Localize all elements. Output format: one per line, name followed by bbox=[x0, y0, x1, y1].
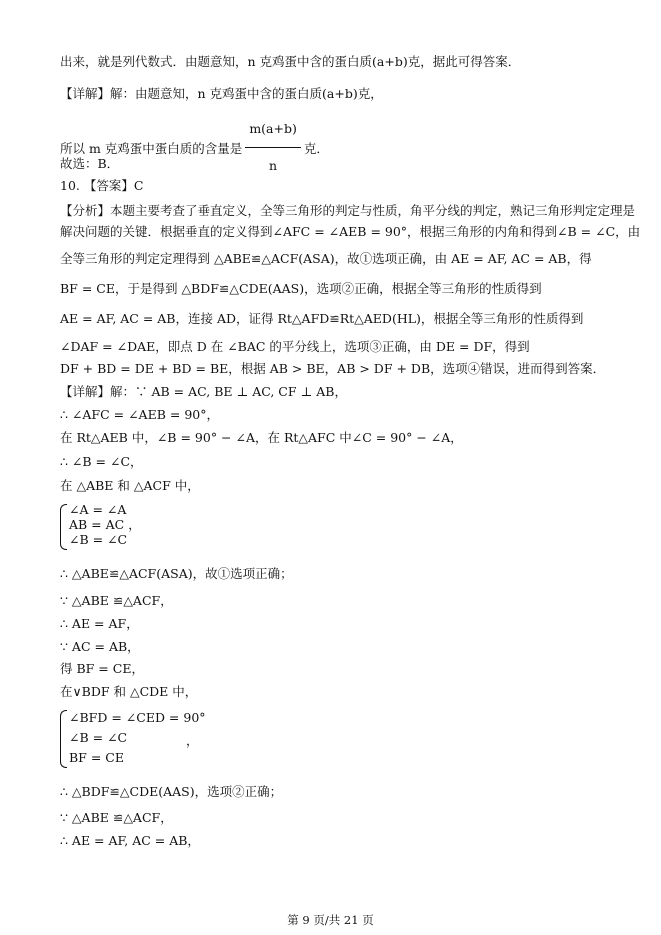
text-line: ∠DAF = ∠DAE，即点 D 在 ∠BAC 的平分线上，选项③正确，由 DE = DF，得到 bbox=[60, 339, 530, 354]
text-line: ∴ ∠AFC = ∠AEB = 90°， bbox=[60, 407, 219, 422]
system-row: ∠BFD = ∠CED = 90° bbox=[69, 710, 206, 725]
text-line: 解决问题的关键．根据垂直的定义得到∠AFC = ∠AEB = 90°，根据三角形的内角和得到∠B = ∠C，由 bbox=[60, 224, 641, 239]
text-line: ∵ △ABE ≌△ACF， bbox=[60, 593, 173, 608]
text-line: ∴ ∠B = ∠C， bbox=[60, 454, 143, 469]
text-line: 得 BF = CE， bbox=[60, 661, 144, 676]
equation-system bbox=[60, 502, 141, 552]
text-line: 全等三角形的判定定理得到 △ABE≌△ACF(ASA)，故①选项正确，由 AE = AF, AC = AB，得 bbox=[60, 251, 592, 266]
text-line: ∴ AE = AF, AC = AB， bbox=[60, 833, 200, 848]
text-line: 在 Rt△AEB 中，∠B = 90° − ∠A，在 Rt△AFC 中∠C = 90° − ∠A， bbox=[60, 430, 463, 445]
text-line-fraction bbox=[60, 114, 601, 185]
text-line: ∴ AE = AF， bbox=[60, 616, 139, 631]
text-line: ∵ △ABE ≌△ACF， bbox=[60, 810, 173, 825]
text-line: AE = AF, AC = AB，连接 AD，证得 Rt△AFD≌Rt△AED(HL)，根据全等三角形的性质得到 bbox=[60, 311, 584, 326]
text-segment: 所以 m 克鸡蛋中蛋白质的含量是 bbox=[60, 141, 243, 156]
page-footer: 第 9 页/共 21 页 bbox=[287, 913, 374, 927]
fraction bbox=[245, 112, 301, 183]
text-line: 在 △ABE 和 △ACF 中， bbox=[60, 478, 200, 493]
system-row: ∠A = ∠A bbox=[69, 502, 127, 517]
system-comma: ， bbox=[186, 733, 199, 748]
text-line: ∵ AC = AB， bbox=[60, 639, 140, 654]
text-line: 在∨BDF 和 △CDE 中， bbox=[60, 684, 198, 699]
text-segment: 克． bbox=[303, 141, 329, 156]
text-line: 【详解】解：∵ AB = AC, BE ⊥ AC, CF ⊥ AB， bbox=[60, 384, 347, 399]
system-row: ∠B = ∠C bbox=[69, 532, 128, 547]
text-line: 故选：B． bbox=[60, 156, 120, 171]
text-line: ∴ △ABE≌△ACF(ASA)，故①选项正确； bbox=[60, 566, 293, 581]
text-line: 【分析】本题主要考查了垂直定义，全等三角形的判定与性质，角平分线的判定，熟记三角形判定定理是 bbox=[60, 203, 636, 218]
equation-system bbox=[60, 708, 206, 770]
text-line: BF = CE，于是得到 △BDF≌△CDE(AAS)，选项②正确，根据全等三角形的性质得到 bbox=[60, 281, 542, 296]
left-brace bbox=[60, 504, 67, 550]
system-row: BF = CE bbox=[69, 750, 124, 765]
system-row: ∠B = ∠C bbox=[69, 730, 128, 745]
answer-heading: 10. 【答案】C bbox=[60, 178, 144, 193]
text-line: 【详解】解：由题意知，n 克鸡蛋中含的蛋白质(a+b)克， bbox=[60, 86, 383, 101]
text-line: 出来，就是列代数式．由题意知，n 克鸡蛋中含的蛋白质(a+b)克，据此可得答案． bbox=[60, 54, 521, 69]
system-row: AB = AC ， bbox=[69, 517, 141, 532]
text-line: DF + BD = DE + BD = BE，根据 AB > BE，AB > DF + DB，选项④错误，进而得到答案． bbox=[60, 361, 606, 376]
fraction-numerator: m(a+b) bbox=[245, 112, 301, 148]
left-brace bbox=[60, 710, 67, 768]
text-line: ∴ △BDF≌△CDE(AAS)，选项②正确； bbox=[60, 784, 283, 799]
fraction-denominator: n bbox=[269, 158, 278, 173]
